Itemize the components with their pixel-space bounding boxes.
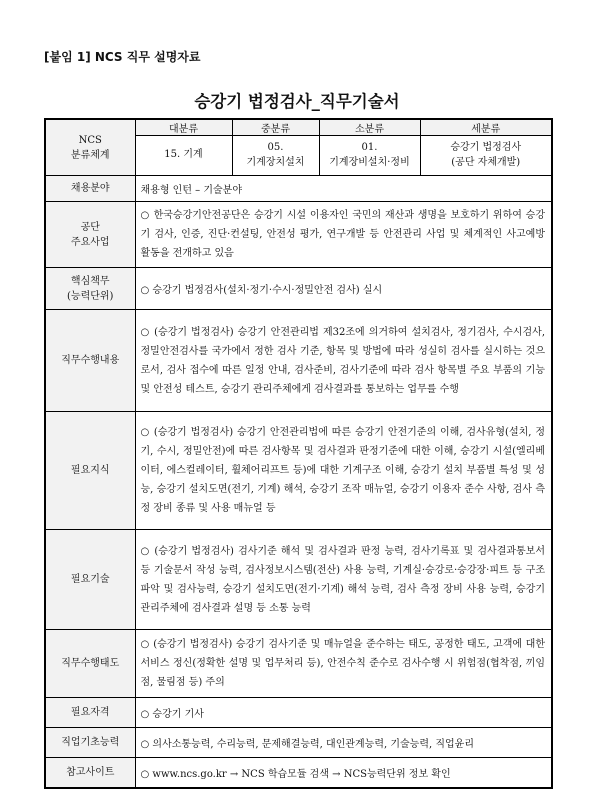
core-duty-label-line1: 핵심책무 — [70, 275, 110, 287]
attachment-label: [붙임 1] NCS 직무 설명자료 — [44, 50, 201, 64]
main-business-label — [45, 202, 135, 268]
major-category: 15. 기계 — [135, 136, 232, 176]
minor-code: 01. — [361, 142, 378, 153]
detail-note: (공단 자체개발) — [451, 156, 521, 168]
job-content-text: ○ (승강기 법정검사) 승강기 안전관리법 제32조에 의거하여 설치검사, 정기검사, 수시검사, 정밀안전검사를 국가에서 정한 검사 기준, 항목 및 방법에 따라 성실히 검사를 실시하는 것으로서, 검사 접수에 따른 일정 안내, 검사준비, 검사기준에 따라 검사 항목별 주요 부품의 기능 및 안전성 테스트, 승강기 관리주체에게 검사결과를 통보하는 업무를 수행 — [135, 310, 552, 412]
header-detail: 세분류 — [420, 119, 552, 136]
ncs-label-line2: 분류체계 — [70, 149, 110, 161]
reference-site-text: ○ www.ncs.go.kr → NCS 학습모듈 검색 → NCS능력단위 정보 확인 — [135, 758, 552, 788]
core-duty-text: ○ 승강기 법정검사(설치·정기·수시·정밀안전 검사) 실시 — [135, 268, 552, 310]
middle-name: 기계장치설치 — [246, 156, 305, 168]
header-minor: 소분류 — [319, 119, 420, 136]
skills-text: ○ (승강기 법정검사) 검사기준 해석 및 검사결과 판정 능력, 검사기록표 및 검사결과통보서 등 기술문서 작성 능력, 검사정보시스템(전산) 사용 능력, 기계실·승강로·승강장·피트 등 구조파악 및 검사능력, 승강기 설치도면(전기·기계) 해석 능력, 검사 측정 장비 사용 능력, 승강기 관리주체에 검사결과 설명 등 소통 능력 — [135, 530, 552, 630]
detail-name: 승강기 법정검사 — [450, 142, 522, 153]
main-business-text: ○ 한국승강기안전공단은 승강기 시설 이용자인 국민의 재산과 생명을 보호하기 위하여 승강기 검사, 인증, 진단·컨설팅, 안전성 평가, 연구개발 등 안전관리 사업 및 체계적인 사고예방 활동을 전개하고 있음 — [135, 202, 552, 268]
hiring-field-label: 채용분야 — [45, 176, 135, 202]
middle-category — [232, 136, 319, 176]
main-business-label-line2: 주요사업 — [70, 236, 110, 248]
header-middle: 중분류 — [232, 119, 319, 136]
ncs-classification-label — [45, 119, 135, 176]
skills-label: 필요기술 — [45, 530, 135, 630]
detail-category — [420, 136, 552, 176]
core-duty-label-line2: (능력단위) — [67, 290, 114, 302]
core-duty-label — [45, 268, 135, 310]
job-content-label: 직무수행내용 — [45, 310, 135, 412]
qualification-text: ○ 승강기 기사 — [135, 698, 552, 728]
minor-category — [319, 136, 420, 176]
knowledge-label: 필요지식 — [45, 412, 135, 530]
main-business-label-line1: 공단 — [80, 221, 100, 233]
qualification-label: 필요자격 — [45, 698, 135, 728]
document-title: 승강기 법정검사_직무기술서 — [194, 92, 400, 111]
middle-code: 05. — [267, 142, 284, 153]
minor-name: 기계장비설치·정비 — [329, 156, 410, 168]
ncs-label-line1: NCS — [78, 134, 102, 146]
knowledge-text: ○ (승강기 법정검사) 승강기 안전관리법에 따른 승강기 안전기준의 이해, 검사유형(설치, 정기, 수시, 정밀안전)에 따른 검사항목 및 검사결과 판정기준에 대한 이해, 승강기 시설(엘리베이터, 에스컬레이터, 휠체어리프트 등)에 대한 기계구조 이해, 승강기 설치 부품별 특성 및 성능, 승강기 설치도면(전기, 기계) 해석, 승강기 조작 매뉴얼, 승강기 이용자 준수 사항, 검사 측정 장비 종류 및 사용 매뉴얼 등 — [135, 412, 552, 530]
attitude-label: 직무수행태도 — [45, 630, 135, 698]
attitude-text: ○ (승강기 법정검사) 승강기 검사기준 및 매뉴얼을 준수하는 태도, 공정한 태도, 고객에 대한 서비스 정신(정확한 설명 및 업무처리 등), 안전수칙 준수로 검사수행 시 위험점(협착점, 끼임점, 물림점 등) 주의 — [135, 630, 552, 698]
header-major: 대분류 — [135, 119, 232, 136]
reference-site-label: 참고사이트 — [45, 758, 135, 788]
job-description-table — [44, 118, 553, 789]
hiring-field-value: 채용형 인턴 – 기술분야 — [135, 176, 552, 202]
basic-ability-label: 직업기초능력 — [45, 728, 135, 758]
basic-ability-text: ○ 의사소통능력, 수리능력, 문제해결능력, 대인관계능력, 기술능력, 직업윤리 — [135, 728, 552, 758]
